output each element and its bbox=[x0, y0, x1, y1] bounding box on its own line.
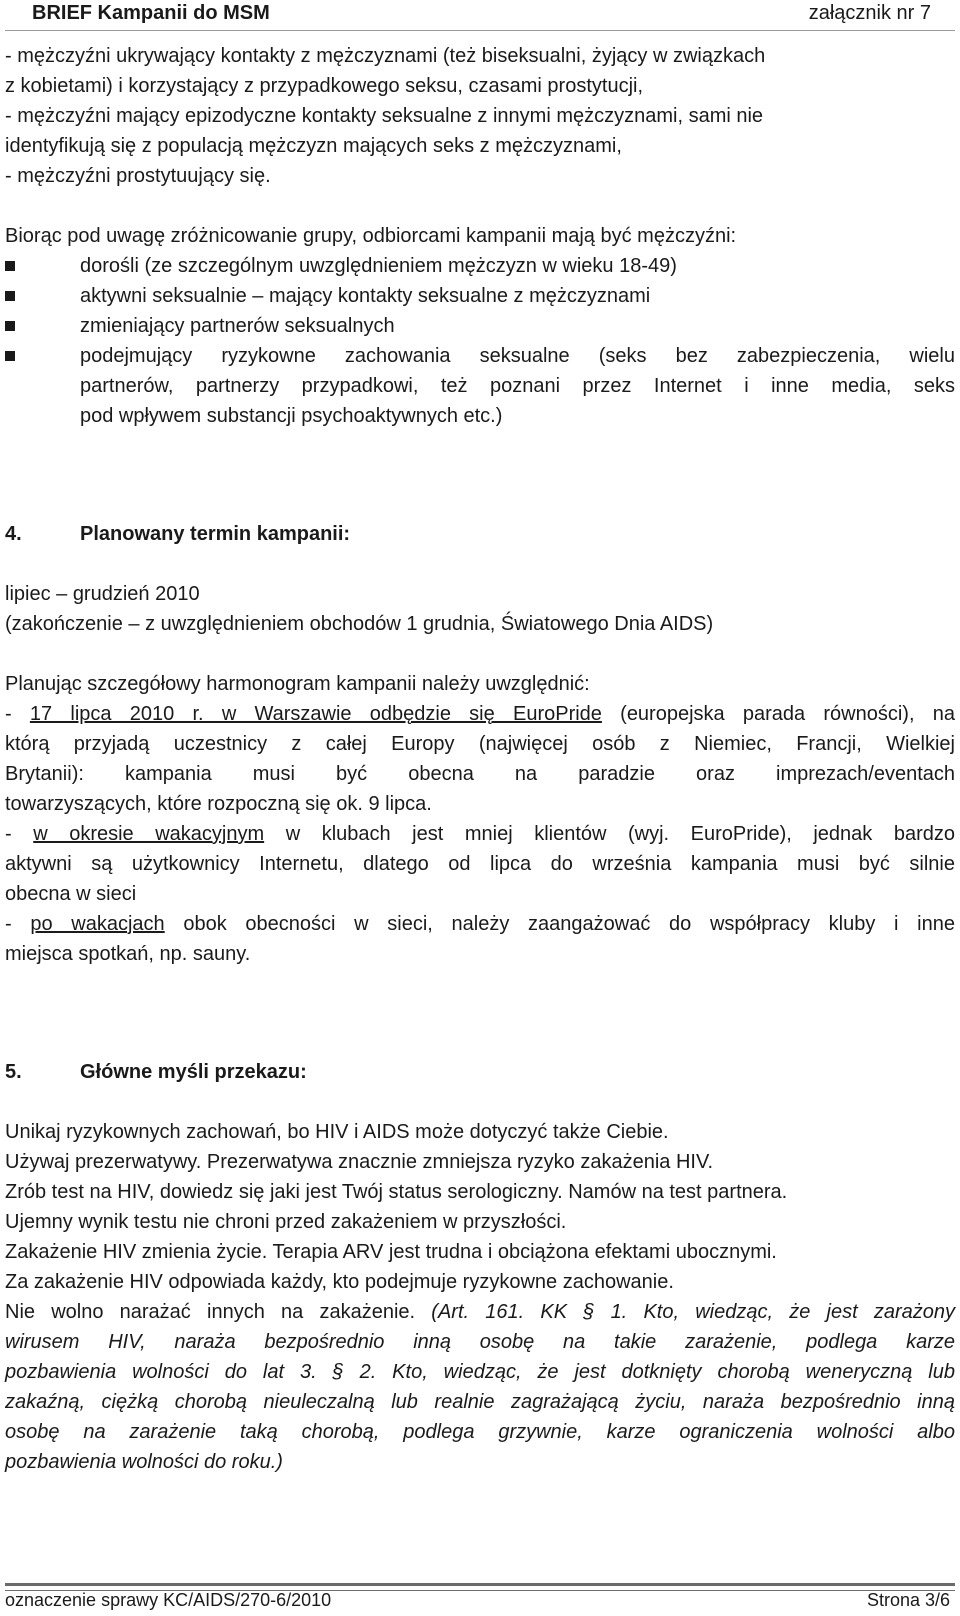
section-number: 4. bbox=[5, 523, 22, 545]
section-number: 5. bbox=[5, 1061, 22, 1083]
attachment-label: załącznik nr 7 bbox=[808, 2, 931, 24]
section-title: Planowany termin kampanii: bbox=[80, 523, 351, 545]
planning-item-1-cont: towarzyszących, które rozpoczną się ok. 9 lipca. bbox=[5, 793, 432, 815]
message-line: Zakażenie HIV zmienia życie. Terapia ARV jest trudna i obciążona efektami ubocznymi. bbox=[5, 1241, 777, 1263]
bullet-marker bbox=[5, 261, 15, 271]
law-line: wirusem HIV, naraża bezpośrednio inną osobę na takie zarażenie, podlega karze bbox=[5, 1331, 955, 1353]
intro-line: - mężczyźni mający epizodyczne kontakty seksualne z innymi mężczyznami, sami nie bbox=[5, 105, 764, 127]
planning-item-2-cont: aktywni są użytkownicy Internetu, dlatego od lipca do września kampania musi być silnie bbox=[5, 853, 955, 875]
case-reference: oznaczenie sprawy KC/AIDS/270-6/2010 bbox=[5, 1590, 332, 1610]
planning-item-3-cont: miejsca spotkań, np. sauny. bbox=[5, 943, 251, 965]
message-line: Unikaj ryzykownych zachowań, bo HIV i AIDS może dotyczyć także Ciebie. bbox=[5, 1121, 669, 1143]
intro-line: - mężczyźni ukrywający kontakty z mężczyznami (też biseksualni, żyjący w związkach bbox=[5, 45, 766, 67]
law-line: zakaźną, ciężką chorobą nieuleczalną lub realnie zagrażającą życiu, naraża bezpośrednio inną bbox=[5, 1391, 955, 1413]
audience-intro: Biorąc pod uwagę zróżnicowanie grupy, odbiorcami kampanii mają być mężczyźni: bbox=[5, 225, 737, 247]
planning-item-1: - 17 lipca 2010 r. w Warszawie odbędzie się EuroPride (europejska parada równości), na bbox=[5, 703, 956, 725]
audience-bullet: podejmujący ryzykowne zachowania seksualne (seks bez zabezpieczenia, wielu bbox=[80, 345, 955, 367]
bullet-marker bbox=[5, 291, 15, 301]
section-4-heading bbox=[5, 519, 350, 549]
law-line: Nie wolno narażać innych na zakażenie. (Art. 161. KK § 1. Kto, wiedząc, że jest zarażony bbox=[5, 1301, 956, 1323]
message-line: Używaj prezerwatywy. Prezerwatywa znacznie zmniejsza ryzyko zakażenia HIV. bbox=[5, 1151, 714, 1173]
message-line: Zrób test na HIV, dowiedz się jaki jest Twój status serologiczny. Namów na test partnera. bbox=[5, 1181, 788, 1203]
intro-line: - mężczyźni prostytuujący się. bbox=[5, 165, 271, 187]
bullet-marker bbox=[5, 321, 15, 331]
planning-item-3: - po wakacjach obok obecności w sieci, należy zaangażować do współpracy kluby i inne bbox=[5, 913, 955, 935]
section-5-heading bbox=[5, 1057, 307, 1087]
page-header bbox=[5, 0, 955, 31]
audience-bullet: aktywni seksualnie – mający kontakty seksualne z mężczyznami bbox=[80, 285, 651, 307]
planning-item-2: - w okresie wakacyjnym w klubach jest mniej klientów (wyj. EuroPride), jednak bardzo bbox=[5, 823, 956, 845]
intro-line: identyfikują się z populacją mężczyzn mających seks z mężczyznami, bbox=[5, 135, 622, 157]
planning-intro: Planując szczegółowy harmonogram kampanii należy uwzględnić: bbox=[5, 673, 590, 695]
audience-bullet-cont: partnerów, partnerzy przypadkowi, też poznani przez Internet i inne media, seks bbox=[80, 375, 955, 397]
audience-bullet-cont: pod wpływem substancji psychoaktywnych etc.) bbox=[80, 405, 503, 427]
audience-bullet: dorośli (ze szczególnym uwzględnieniem mężczyzn w wieku 18-49) bbox=[80, 255, 677, 277]
document-title: BRIEF Kampanii do MSM bbox=[32, 2, 270, 24]
law-line: osobę na zarażenie taką chorobą, podlega grzywnie, karze ograniczenia wolności albo bbox=[5, 1421, 955, 1443]
holiday-period-underline: w okresie wakacyjnym bbox=[33, 823, 265, 845]
law-line: pozbawienia wolności do lat 3. § 2. Kto, wiedząc, że jest dotknięty chorobą weneryczną lub bbox=[5, 1361, 955, 1383]
message-line: Za zakażenie HIV odpowiada każdy, kto podejmuje ryzykowne zachowanie. bbox=[5, 1271, 674, 1293]
europride-date-link: 17 lipca 2010 r. w Warszawie odbędzie się EuroPride bbox=[29, 703, 602, 725]
audience-bullet: zmieniający partnerów seksualnych bbox=[80, 315, 395, 337]
campaign-period: lipiec – grudzień 2010 bbox=[5, 583, 200, 605]
campaign-period-note: (zakończenie – z uwzględnieniem obchodów 1 grudnia, Światowego Dnia AIDS) bbox=[5, 613, 714, 635]
message-line: Ujemny wynik testu nie chroni przed zakażeniem w przyszłości. bbox=[5, 1211, 567, 1233]
section-title: Główne myśli przekazu: bbox=[80, 1061, 307, 1083]
page-number: Strona 3/6 bbox=[866, 1590, 950, 1610]
intro-line: z kobietami) i korzystający z przypadkowego seksu, czasami prostytucji, bbox=[5, 75, 644, 97]
planning-item-1-cont: którą przyjadą uczestnicy z całej Europy (najwięcej osób z Niemiec, Francji, Wielkiej bbox=[5, 733, 955, 755]
planning-item-2-cont: obecna w sieci bbox=[5, 883, 137, 905]
planning-item-1-cont: Brytanii): kampania musi być obecna na paradzie oraz imprezach/eventach bbox=[5, 763, 955, 785]
law-line: pozbawienia wolności do roku.) bbox=[5, 1451, 283, 1473]
after-holidays-underline: po wakacjach bbox=[30, 913, 165, 935]
bullet-marker bbox=[5, 351, 15, 361]
